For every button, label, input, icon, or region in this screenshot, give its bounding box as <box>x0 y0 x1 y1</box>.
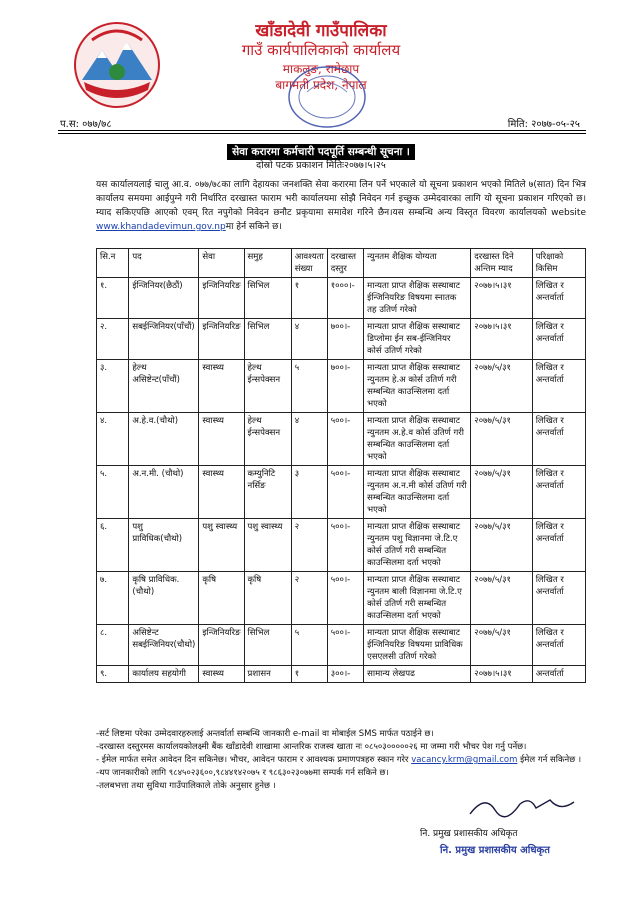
table-cell: १ <box>291 666 327 683</box>
table-cell: स्वास्थ्य <box>199 413 244 466</box>
issue-date: मिति: २०७७-०५-२५ <box>507 119 580 130</box>
col-header: दरखास्त दिने अन्तिम म्याद <box>471 249 532 278</box>
table-cell: पशु स्वास्थ्य <box>244 519 291 572</box>
table-row <box>97 278 586 319</box>
table-cell: २०७७।५।३१ <box>471 278 532 319</box>
col-header: सि.न <box>97 249 129 278</box>
table-cell: ५००।- <box>327 519 363 572</box>
table-cell: कृषि प्राविधिक.(चौथो) <box>129 572 199 625</box>
table-cell: ६. <box>97 519 129 572</box>
website-link[interactable]: www.khandadevimun.gov.np <box>96 222 226 232</box>
table-cell: सामान्य लेखपढ <box>364 666 471 683</box>
table-cell: ५००।- <box>327 466 363 519</box>
table-cell: कृषि <box>199 572 244 625</box>
col-header: न्युनतम शैक्षिक योग्यता <box>364 249 471 278</box>
table-row <box>97 319 586 360</box>
table-cell: मान्यता प्राप्त शैक्षिक सस्थाबाट न्युनतम अ.न.मी कोर्स उतिर्ण गरी सम्बन्धित काउन्सिलमा दर्ता भएको <box>364 466 471 519</box>
notes-section <box>96 728 596 793</box>
table-cell: लिखित र अन्तर्वार्ता <box>532 319 585 360</box>
table-cell: सिभिल <box>244 319 291 360</box>
table-cell: हेल्थ असिष्टेन्ट(पाँचौं) <box>129 360 199 413</box>
table-cell: ५००।- <box>327 625 363 666</box>
table-cell: २०७७।५।३१ <box>471 666 532 683</box>
header-divider-thin <box>58 133 586 134</box>
signature-icon <box>450 792 590 822</box>
table-cell: इन्जिनियरिङ <box>199 278 244 319</box>
table-cell: कम्युनिटि नर्सिङ <box>244 466 291 519</box>
table-cell: ५. <box>97 466 129 519</box>
table-cell: ३. <box>97 360 129 413</box>
table-cell: ८. <box>97 625 129 666</box>
table-cell: स्वास्थ्य <box>199 666 244 683</box>
table-cell: ईन्जिनियर(छैठौं) <box>129 278 199 319</box>
table-cell: सिभिल <box>244 625 291 666</box>
table-cell: मान्यता प्राप्त शैक्षिक सस्थाबाट न्युनतम अ.हे.व कोर्स उतिर्ण गरी सम्बन्धित काउन्सिलमा दर्ता भएको <box>364 413 471 466</box>
table-cell: ७००।- <box>327 360 363 413</box>
table-cell: ४ <box>291 413 327 466</box>
table-row <box>97 666 586 683</box>
table-cell: हेल्थ ईन्सपेक्सन <box>244 413 291 466</box>
col-header: सेवा <box>199 249 244 278</box>
col-header: समुह <box>244 249 291 278</box>
table-cell: २०७७/५/३१ <box>471 572 532 625</box>
table-cell: मान्यता प्राप्त शैक्षिक सस्थाबाट न्युनतम पशु विज्ञानमा जे.टि.ए कोर्स उतिर्ण गरी सम्बन्धित काउन्सिलमा दर्ता भएको <box>364 519 471 572</box>
table-cell: इन्जिनियरिङ <box>199 319 244 360</box>
table-cell: असिष्टेन्ट सबईन्जिनियर(चौथो) <box>129 625 199 666</box>
table-cell: सबईन्जिनियर(पाँचौं) <box>129 319 199 360</box>
table-cell: मान्यता प्राप्त शैक्षिक सस्थाबाट न्युनतम हे.अ कोर्स उतिर्ण गरी सम्बन्धित काउन्सिलमा दर्ता भएको <box>364 360 471 413</box>
table-cell: मान्यता प्राप्त शैक्षिक सस्थाबाट ईन्जिनियरिङ विषयमा स्नातक तह उतिर्ण गरेको <box>364 278 471 319</box>
table-cell: २ <box>291 572 327 625</box>
table-cell: २०७७/५/३१ <box>471 466 532 519</box>
table-cell: स्वास्थ्य <box>199 466 244 519</box>
reference-number: प.स: ०७७/७८ <box>60 119 112 130</box>
table-cell: अन्तर्वार्ता <box>532 666 585 683</box>
table-cell: १ <box>291 278 327 319</box>
notice-title-text: सेवा करारमा कर्मचारी पदपूर्ति सम्बन्धी सूचना । <box>227 144 415 160</box>
table-cell: लिखित र अन्तर्वार्ता <box>532 466 585 519</box>
table-cell: २०७७/५/३१ <box>471 625 532 666</box>
note-line: -थप जानकारीको लागि ९८४५०२३६००,९८४४१४२०७५ र ९८६३०२३०७७मा सम्पर्क गर्न सकिने छ। <box>96 768 389 778</box>
table-header-row <box>97 249 586 278</box>
col-header: दरखास्त दस्तुर <box>327 249 363 278</box>
table-row <box>97 360 586 413</box>
table-body <box>97 278 586 683</box>
table-row <box>97 519 586 572</box>
table-cell: २०७७/५/३१ <box>471 519 532 572</box>
note-text-end: ईमेल गर्न सकिनेछ । <box>517 755 582 765</box>
table-cell: कृषि <box>244 572 291 625</box>
table-cell: हेल्थ ईन्सपेक्सन <box>244 360 291 413</box>
table-cell: ३००।- <box>327 666 363 683</box>
note-text: - ईमेल मार्फत समेत आवेदन दिन सकिनेछ। भौचर, आवेदन फाराम र आवश्यक प्रमाणपत्रहरु स्कान गरेर <box>96 755 409 765</box>
table-cell: २ <box>291 519 327 572</box>
table-cell: मान्यता प्राप्त शैक्षिक सस्थाबाट डिप्लोमा ईन सब-ईन्जिनियर कोर्स उतिर्ण गरेको <box>364 319 471 360</box>
table-cell: प्रशासन <box>244 666 291 683</box>
table-cell: ५ <box>291 360 327 413</box>
vacancy-table <box>96 248 586 683</box>
table-cell: लिखित र अन्तर्वार्ता <box>532 360 585 413</box>
table-cell: सिभिल <box>244 278 291 319</box>
table-cell: ५००।- <box>327 413 363 466</box>
intro-paragraph <box>96 178 586 234</box>
table-cell: अ.हे.व.(चौथो) <box>129 413 199 466</box>
table-cell: पशु स्वास्थ्य <box>199 519 244 572</box>
office-province: बागमती प्रदेश, नेपाल <box>275 78 367 92</box>
office-address: माकलुङ, रामेछाप <box>282 62 360 76</box>
table-cell: २. <box>97 319 129 360</box>
table-cell: ७. <box>97 572 129 625</box>
table-cell: पशु प्राविधिक(चौथो) <box>129 519 199 572</box>
note-line: -दरखास्त दस्तुरमस कार्यालयकोलक्ष्मी बैंक खाँडादेवी शाखामा आन्तरिक राजस्व खाता नः ०८५०३०००००२६ मा जम्मा गरी भौचर पेश गर्नु पर्नेछ। <box>96 742 527 752</box>
table-cell: लिखित र अन्तर्वार्ता <box>532 519 585 572</box>
table-cell: मान्यता प्राप्त शैक्षिक सस्थाबाट न्युनतम बाली विज्ञानमा जे.टि.ए कोर्स उतिर्ण गरी सम्बन्धित काउन्सिलमा दर्ता भएको <box>364 572 471 625</box>
table-cell: १०००।- <box>327 278 363 319</box>
note-line: -तलबभत्ता तथा सुविधा गाउँपालिकाले तोके अनुसार हुनेछ । <box>96 781 276 791</box>
email-link[interactable]: vacancy.krm@gmail.com <box>411 755 518 765</box>
table-cell: लिखित र अन्तर्वार्ता <box>532 625 585 666</box>
table-cell: २०७७/५/३१ <box>471 360 532 413</box>
office-stamp-icon <box>262 62 392 132</box>
header-divider <box>58 130 586 131</box>
table-row <box>97 413 586 466</box>
table-cell: १. <box>97 278 129 319</box>
intro-end-text: मा हेर्न सकिने छ। <box>225 222 282 232</box>
note-line: -सर्ट लिष्टमा परेका उम्मेदवारहरुलाई अन्तर्वार्ता सम्बन्धि जानकारी e-mail वा मोबाईल SMS मार्फत पठाईने छ। <box>96 729 434 739</box>
col-header: आवश्यता संख्या <box>291 249 327 278</box>
notice-subtitle: दोस्रो पटक प्रकाशन मितिः२०७७।५।२५ <box>256 160 386 171</box>
table-cell: मान्यता प्राप्त शैक्षिक सस्थाबाट ईन्जिनियरिङ विषयमा प्राविधिक एसएलसी उतिर्ण गरेको <box>364 625 471 666</box>
signature-stamp-title: नि. प्रमुख प्रशासकीय अधिकृत <box>440 845 550 856</box>
table-cell: स्वास्थ्य <box>199 360 244 413</box>
note-line <box>96 754 596 767</box>
table-cell: ४. <box>97 413 129 466</box>
signature-title: नि. प्रमुख प्रशासकीय अधिकृत <box>420 829 518 839</box>
col-header: परिक्षाको किसिम <box>532 249 585 278</box>
table-cell: २०७७।५।३१ <box>471 319 532 360</box>
org-name: खाँडादेवी गाउँपालिका <box>255 21 387 41</box>
table-cell: लिखित र अन्तर्वार्ता <box>532 278 585 319</box>
office-name: गाउँ कार्यपालिकाको कार्यालय <box>241 41 401 59</box>
table-row <box>97 625 586 666</box>
notice-title <box>0 140 642 159</box>
table-row <box>97 466 586 519</box>
table-cell: इन्जिनियरिङ <box>199 625 244 666</box>
intro-text: यस कार्यालयलाई चालु आ.व. ०७७/७८का लागि देहायका जनशक्ति सेवा करारमा लिन पर्ने भएकाले यो सूचना प्रकाशन भएको मितिले ७(सात) दिन भित्र कार्यालय समयमा आईपुग्ने गरी निर्धारित दरखास्त फाराम भरी कार्यालयमा सोझै निवेदन गर्न इच्छुक उम्मेदवारका लागि यो सूचना प्रकाशन गरिएको छ।म्याद सकिएपछि आएको एवम् रित नपुगेको निवेदन छनौट प्रकृयामा समावेश गरिने छैन।यस सम्बन्धि अन्य विस्तृत विवरण कार्यालयको website <box>96 180 586 218</box>
table-cell: ९. <box>97 666 129 683</box>
col-header: पद <box>129 249 199 278</box>
table-cell: २०७७/५/३१ <box>471 413 532 466</box>
table-cell: ५००।- <box>327 572 363 625</box>
table-cell: लिखित र अन्तर्वार्ता <box>532 413 585 466</box>
table-cell: अ.न.मी. (चौथो) <box>129 466 199 519</box>
table-cell: ५ <box>291 625 327 666</box>
table-cell: ७००।- <box>327 319 363 360</box>
table-cell: ३ <box>291 466 327 519</box>
table-cell: लिखित र अन्तर्वार्ता <box>532 572 585 625</box>
table-cell: कार्यालय सहयोगी <box>129 666 199 683</box>
table-cell: ४ <box>291 319 327 360</box>
table-row <box>97 572 586 625</box>
